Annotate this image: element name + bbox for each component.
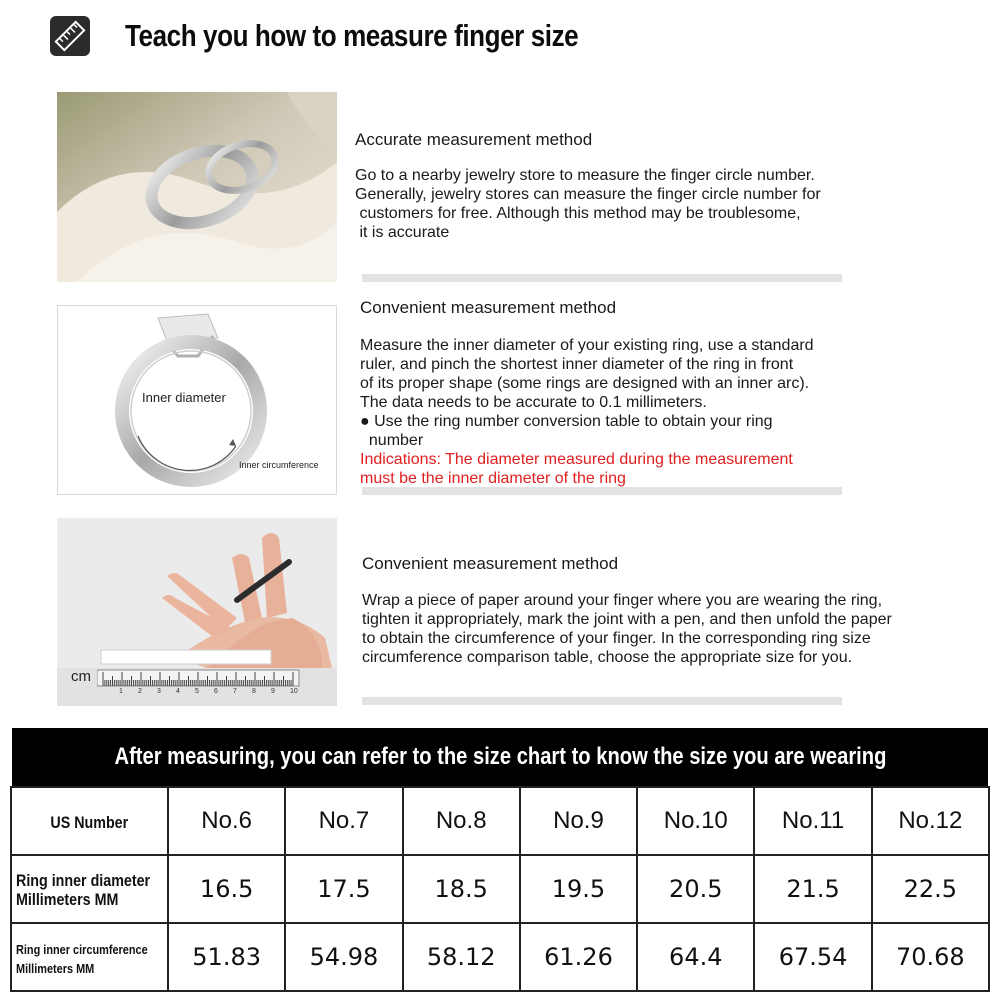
diameter-cell: 21.5: [754, 855, 871, 923]
ruler-tick-label: 5: [195, 688, 199, 695]
circumference-cell: 67.54: [754, 923, 871, 991]
section-divider: [362, 697, 842, 705]
size-chart-banner-text: After measuring, you can refer to the size chart to know the size you are wearing: [114, 743, 886, 770]
section-2-line: Measure the inner diameter of your existing ring, use a standard: [360, 337, 814, 354]
section-3-line: tighten it appropriately, mark the joint with a pen, and then unfold the paper: [362, 611, 892, 628]
circumference-cell: 51.83: [168, 923, 285, 991]
circumference-cell: 64.4: [637, 923, 754, 991]
circumference-cell: 58.12: [403, 923, 520, 991]
section-2-line: of its proper shape (some rings are designed with an inner arc).: [360, 375, 810, 392]
us-number-row: [11, 787, 989, 855]
diameter-cell: 17.5: [285, 855, 402, 923]
ring-diagram: [57, 305, 337, 495]
circumference-cell: 70.68: [872, 923, 989, 991]
ruler-tick-label: 3: [157, 688, 161, 695]
row-header-text: Millimeters MM: [16, 890, 119, 909]
section-2-title: Convenient measurement method: [360, 298, 617, 317]
ruler-unit-label: cm: [71, 668, 91, 685]
ruler-tick-label: 8: [252, 688, 256, 695]
row-header: [11, 923, 168, 991]
size-chart-banner: [12, 728, 988, 786]
section-2-line: The data needs to be accurate to 0.1 millimeters.: [360, 394, 707, 411]
row-header-text: Ring inner circumference: [16, 942, 148, 957]
page-title: Teach you how to measure finger size: [125, 18, 579, 53]
row-header: [11, 787, 168, 855]
section-3-line: to obtain the circumference of your finger. In the corresponding ring size: [362, 630, 871, 647]
section-3-line: circumference comparison table, choose the appropriate size for you.: [362, 649, 853, 666]
rings-on-rose-photo: [57, 92, 337, 282]
section-divider: [362, 487, 842, 495]
warning-line: must be the inner diameter of the ring: [360, 470, 626, 487]
section-2-body: [360, 336, 814, 488]
section-1-line: Generally, jewelry stores can measure the finger circle number for: [355, 186, 821, 203]
us-number-cell: No.6: [168, 787, 285, 855]
us-number-cell: No.8: [403, 787, 520, 855]
ruler-tick-label: 6: [214, 688, 218, 695]
warning-line: Indications: The diameter measured during the measurement: [360, 451, 793, 468]
circumference-cell: 61.26: [520, 923, 637, 991]
inner-diameter-row: [11, 855, 989, 923]
section-3-line: Wrap a piece of paper around your finger where you are wearing the ring,: [362, 592, 883, 609]
us-number-cell: No.11: [754, 787, 871, 855]
section-divider: [362, 274, 842, 282]
row-header-text: US Number: [50, 812, 129, 832]
diameter-cell: 20.5: [637, 855, 754, 923]
row-header-text: Ring inner diameter: [16, 871, 151, 890]
section-1-line: it is accurate: [355, 224, 450, 241]
ruler-tick-labels: [97, 688, 301, 702]
row-header: [11, 855, 168, 923]
diameter-cell: 22.5: [872, 855, 989, 923]
size-chart-table: [10, 786, 990, 992]
us-number-cell: No.12: [872, 787, 989, 855]
circumference-cell: 54.98: [285, 923, 402, 991]
ruler-tick-label: 7: [233, 688, 237, 695]
diameter-cell: 18.5: [403, 855, 520, 923]
ruler-tick-label: 1: [119, 688, 123, 695]
section-1-title: Accurate measurement method: [355, 130, 593, 149]
ruler-tick-label: 10: [290, 688, 298, 695]
ruler-tick-label: 9: [271, 688, 275, 695]
ruler-tick-label: 2: [138, 688, 142, 695]
section-1-body: [355, 166, 821, 242]
section-2-line: ruler, and pinch the shortest inner diameter of the ring in front: [360, 356, 794, 373]
hand-measurement-photo: [57, 518, 337, 706]
inner-circumference-label: Inner circumference: [239, 460, 319, 470]
diameter-cell: 16.5: [168, 855, 285, 923]
diameter-cell: 19.5: [520, 855, 637, 923]
section-2-line: number: [360, 432, 424, 449]
us-number-cell: No.7: [285, 787, 402, 855]
us-number-cell: No.9: [520, 787, 637, 855]
inner-circumference-row: [11, 923, 989, 991]
section-3-body: [362, 591, 892, 667]
ruler-tick-label: 4: [176, 688, 180, 695]
section-1-line: customers for free. Although this method may be troublesome,: [355, 205, 801, 222]
section-1-line: Go to a nearby jewelry store to measure the finger circle number.: [355, 167, 815, 184]
inner-diameter-label: Inner diameter: [142, 390, 226, 405]
section-3-title: Convenient measurement method: [362, 554, 619, 573]
row-header-text: Millimeters MM: [16, 961, 95, 976]
us-number-cell: No.10: [637, 787, 754, 855]
ruler-icon: [50, 16, 90, 56]
section-2-line: ● Use the ring number conversion table to obtain your ring: [360, 413, 773, 430]
